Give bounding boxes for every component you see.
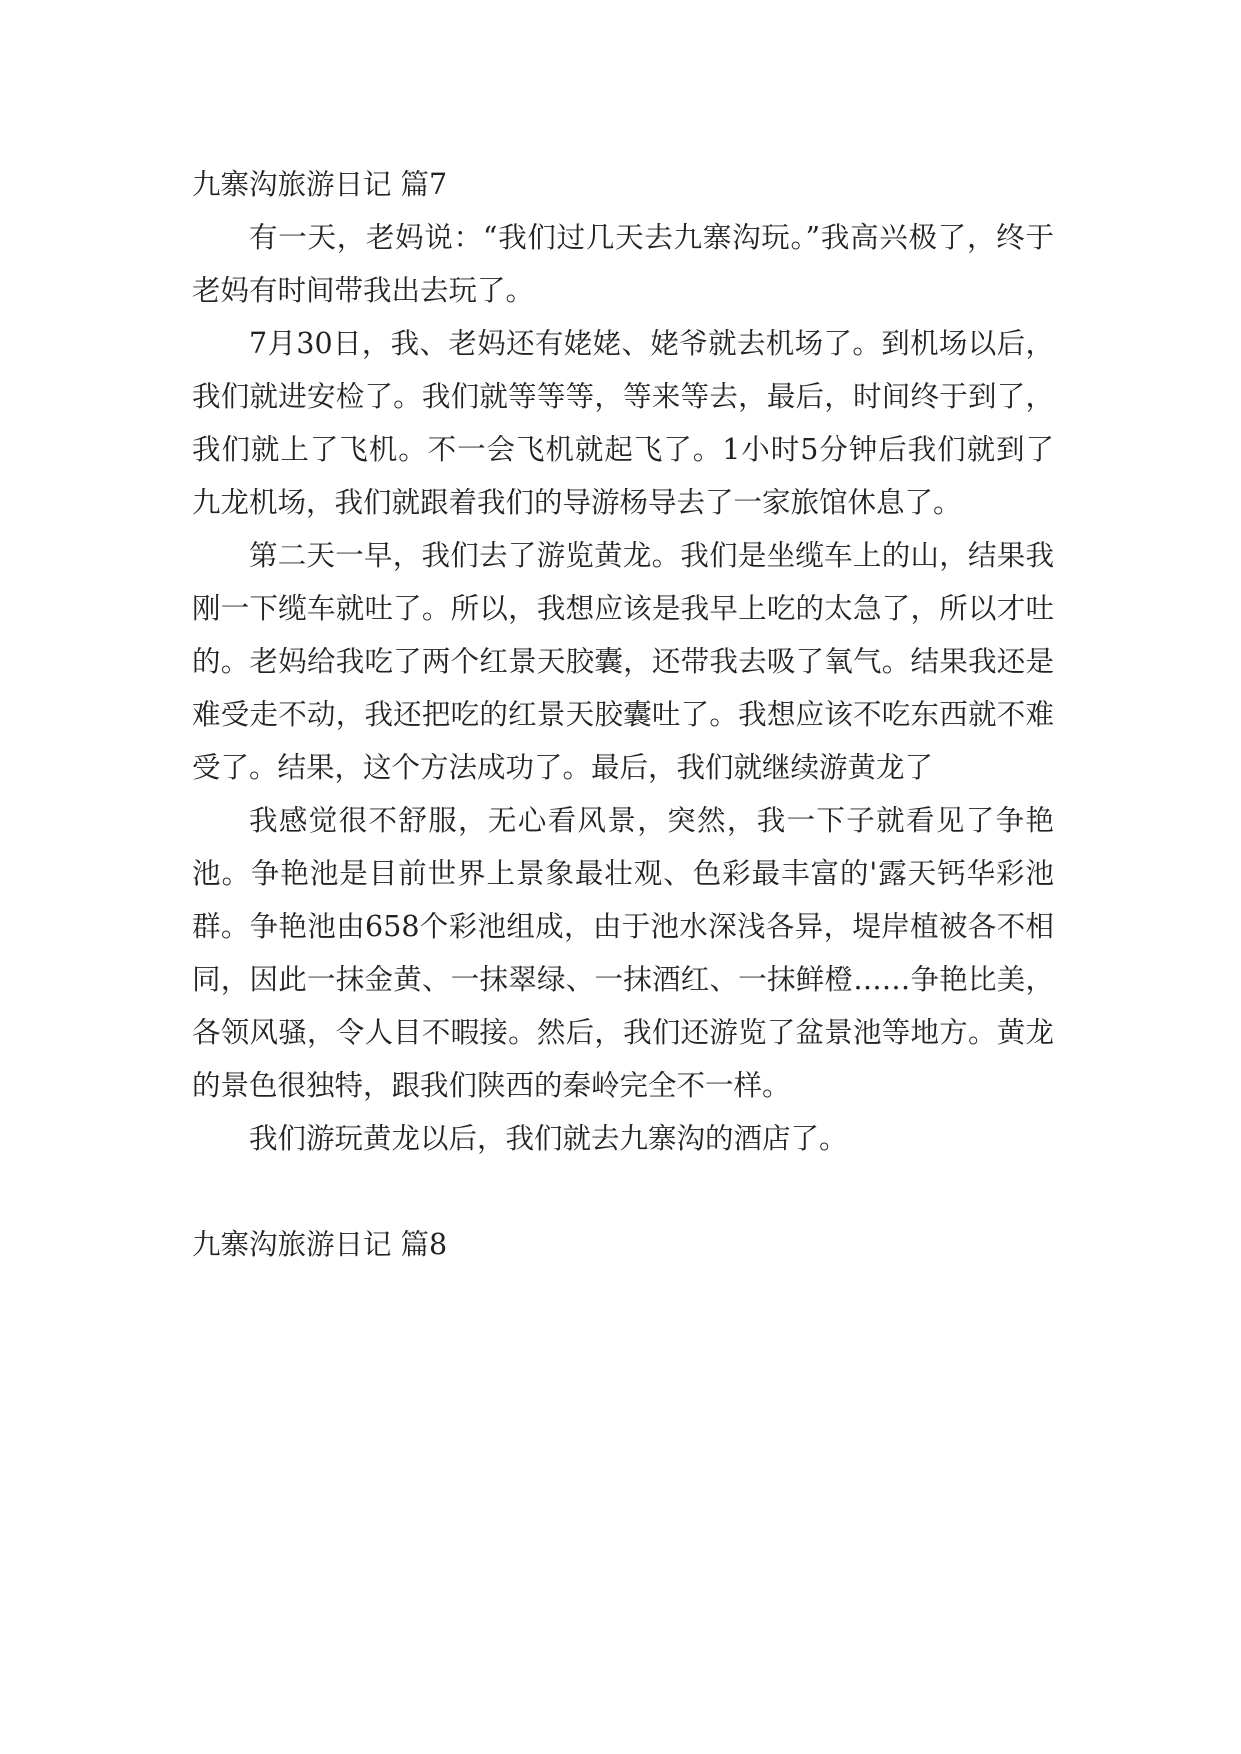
paragraph: 有一天，老妈说：“我们过几天去九寨沟玩。”我高兴极了，终于老妈有时间带我出去玩了。 [192,221,1054,307]
section-heading: 九寨沟旅游日记 篇8 [192,1228,448,1261]
paragraph: 我们游玩黄龙以后，我们就去九寨沟的酒店了。 [249,1122,848,1155]
section-spacer [192,1165,1054,1218]
paragraph: 我感觉很不舒服，无心看风景，突然，我一下子就看见了争艳池。争艳池是目前世界上景象最壮观、色彩最丰富的'露天钙华彩池群。争艳池由658个彩池组成，由于池水深浅各异，堤岸植被各不相同，因此一抹金黄、一抹翠绿、一抹酒红、一抹鲜橙……争艳比美，各领风骚，令人目不暇接。然后，我们还游览了盆景池等地方。黄龙的景色很独特，跟我们陕西的秦岭完全不一样。 [192,804,1054,1102]
paragraph: 7月30日，我、老妈还有姥姥、姥爷就去机场了。到机场以后，我们就进安检了。我们就等等等，等来等去，最后，时间终于到了，我们就上了飞机。不一会飞机就起飞了。1小时5分钟后我们就到了九龙机场，我们就跟着我们的导游杨导去了一家旅馆休息了。 [192,327,1054,519]
paragraph: 第二天一早，我们去了游览黄龙。我们是坐缆车上的山，结果我刚一下缆车就吐了。所以，我想应该是我早上吃的太急了，所以才吐的。老妈给我吃了两个红景天胶囊，还带我去吸了氧气。结果我还是难受走不动，我还把吃的红景天胶囊吐了。我想应该不吃东西就不难受了。结果，这个方法成功了。最后，我们就继续游黄龙了 [192,539,1054,784]
document-body [192,158,1054,1271]
section-heading: 九寨沟旅游日记 篇7 [192,168,448,201]
